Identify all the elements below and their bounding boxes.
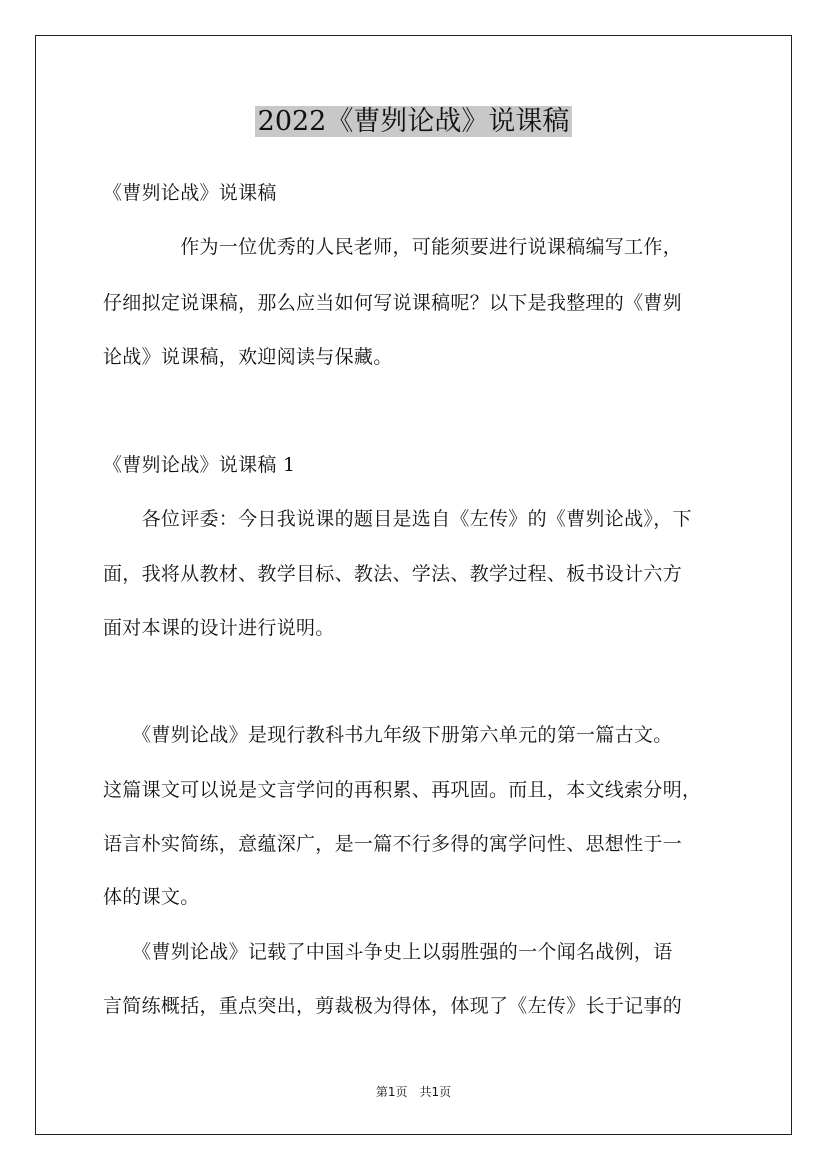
section-heading: 《曹刿论战》说课稿 1: [103, 454, 296, 476]
body-line: 《曹刿论战》记载了中国斗争史上以弱胜强的一个闻名战例，语: [103, 941, 673, 963]
body-line: 仔细拟定说课稿，那么应当如何写说课稿呢？以下是我整理的《曹刿: [103, 292, 683, 314]
body-line: 各位评委：今日我说课的题目是选自《左传》的《曹刿论战》，下: [103, 508, 692, 530]
body-line: 这篇课文可以说是文言学问的再积累、再巩固。而且，本文线索分明，: [103, 779, 702, 801]
body-line: 面对本课的设计进行说明。: [103, 617, 335, 639]
body-line: 面，我将从教材、教学目标、教法、学法、教学过程、板书设计六方: [103, 563, 683, 585]
document-title: [0, 100, 827, 144]
body-line: 体的课文。: [103, 886, 200, 908]
page-footer: 第1页 共1页: [375, 1085, 452, 1099]
body-line: 言简练概括，重点突出，剪裁极为得体，体现了《左传》长于记事的: [103, 995, 683, 1017]
body-line: 语言朴实简练，意蕴深广，是一篇不行多得的寓学问性、思想性于一: [103, 833, 683, 855]
body-line: 作为一位优秀的人民老师，可能须要进行说课稿编写工作，: [103, 236, 683, 258]
body-line: 论战》说课稿，欢迎阅读与保藏。: [103, 346, 393, 368]
title-text: 2022《曹刿论战》说课稿: [255, 106, 573, 137]
subtitle-line: 《曹刿论战》说课稿: [103, 182, 277, 204]
body-line: 《曹刿论战》是现行教科书九年级下册第六单元的第一篇古文。: [103, 724, 673, 746]
